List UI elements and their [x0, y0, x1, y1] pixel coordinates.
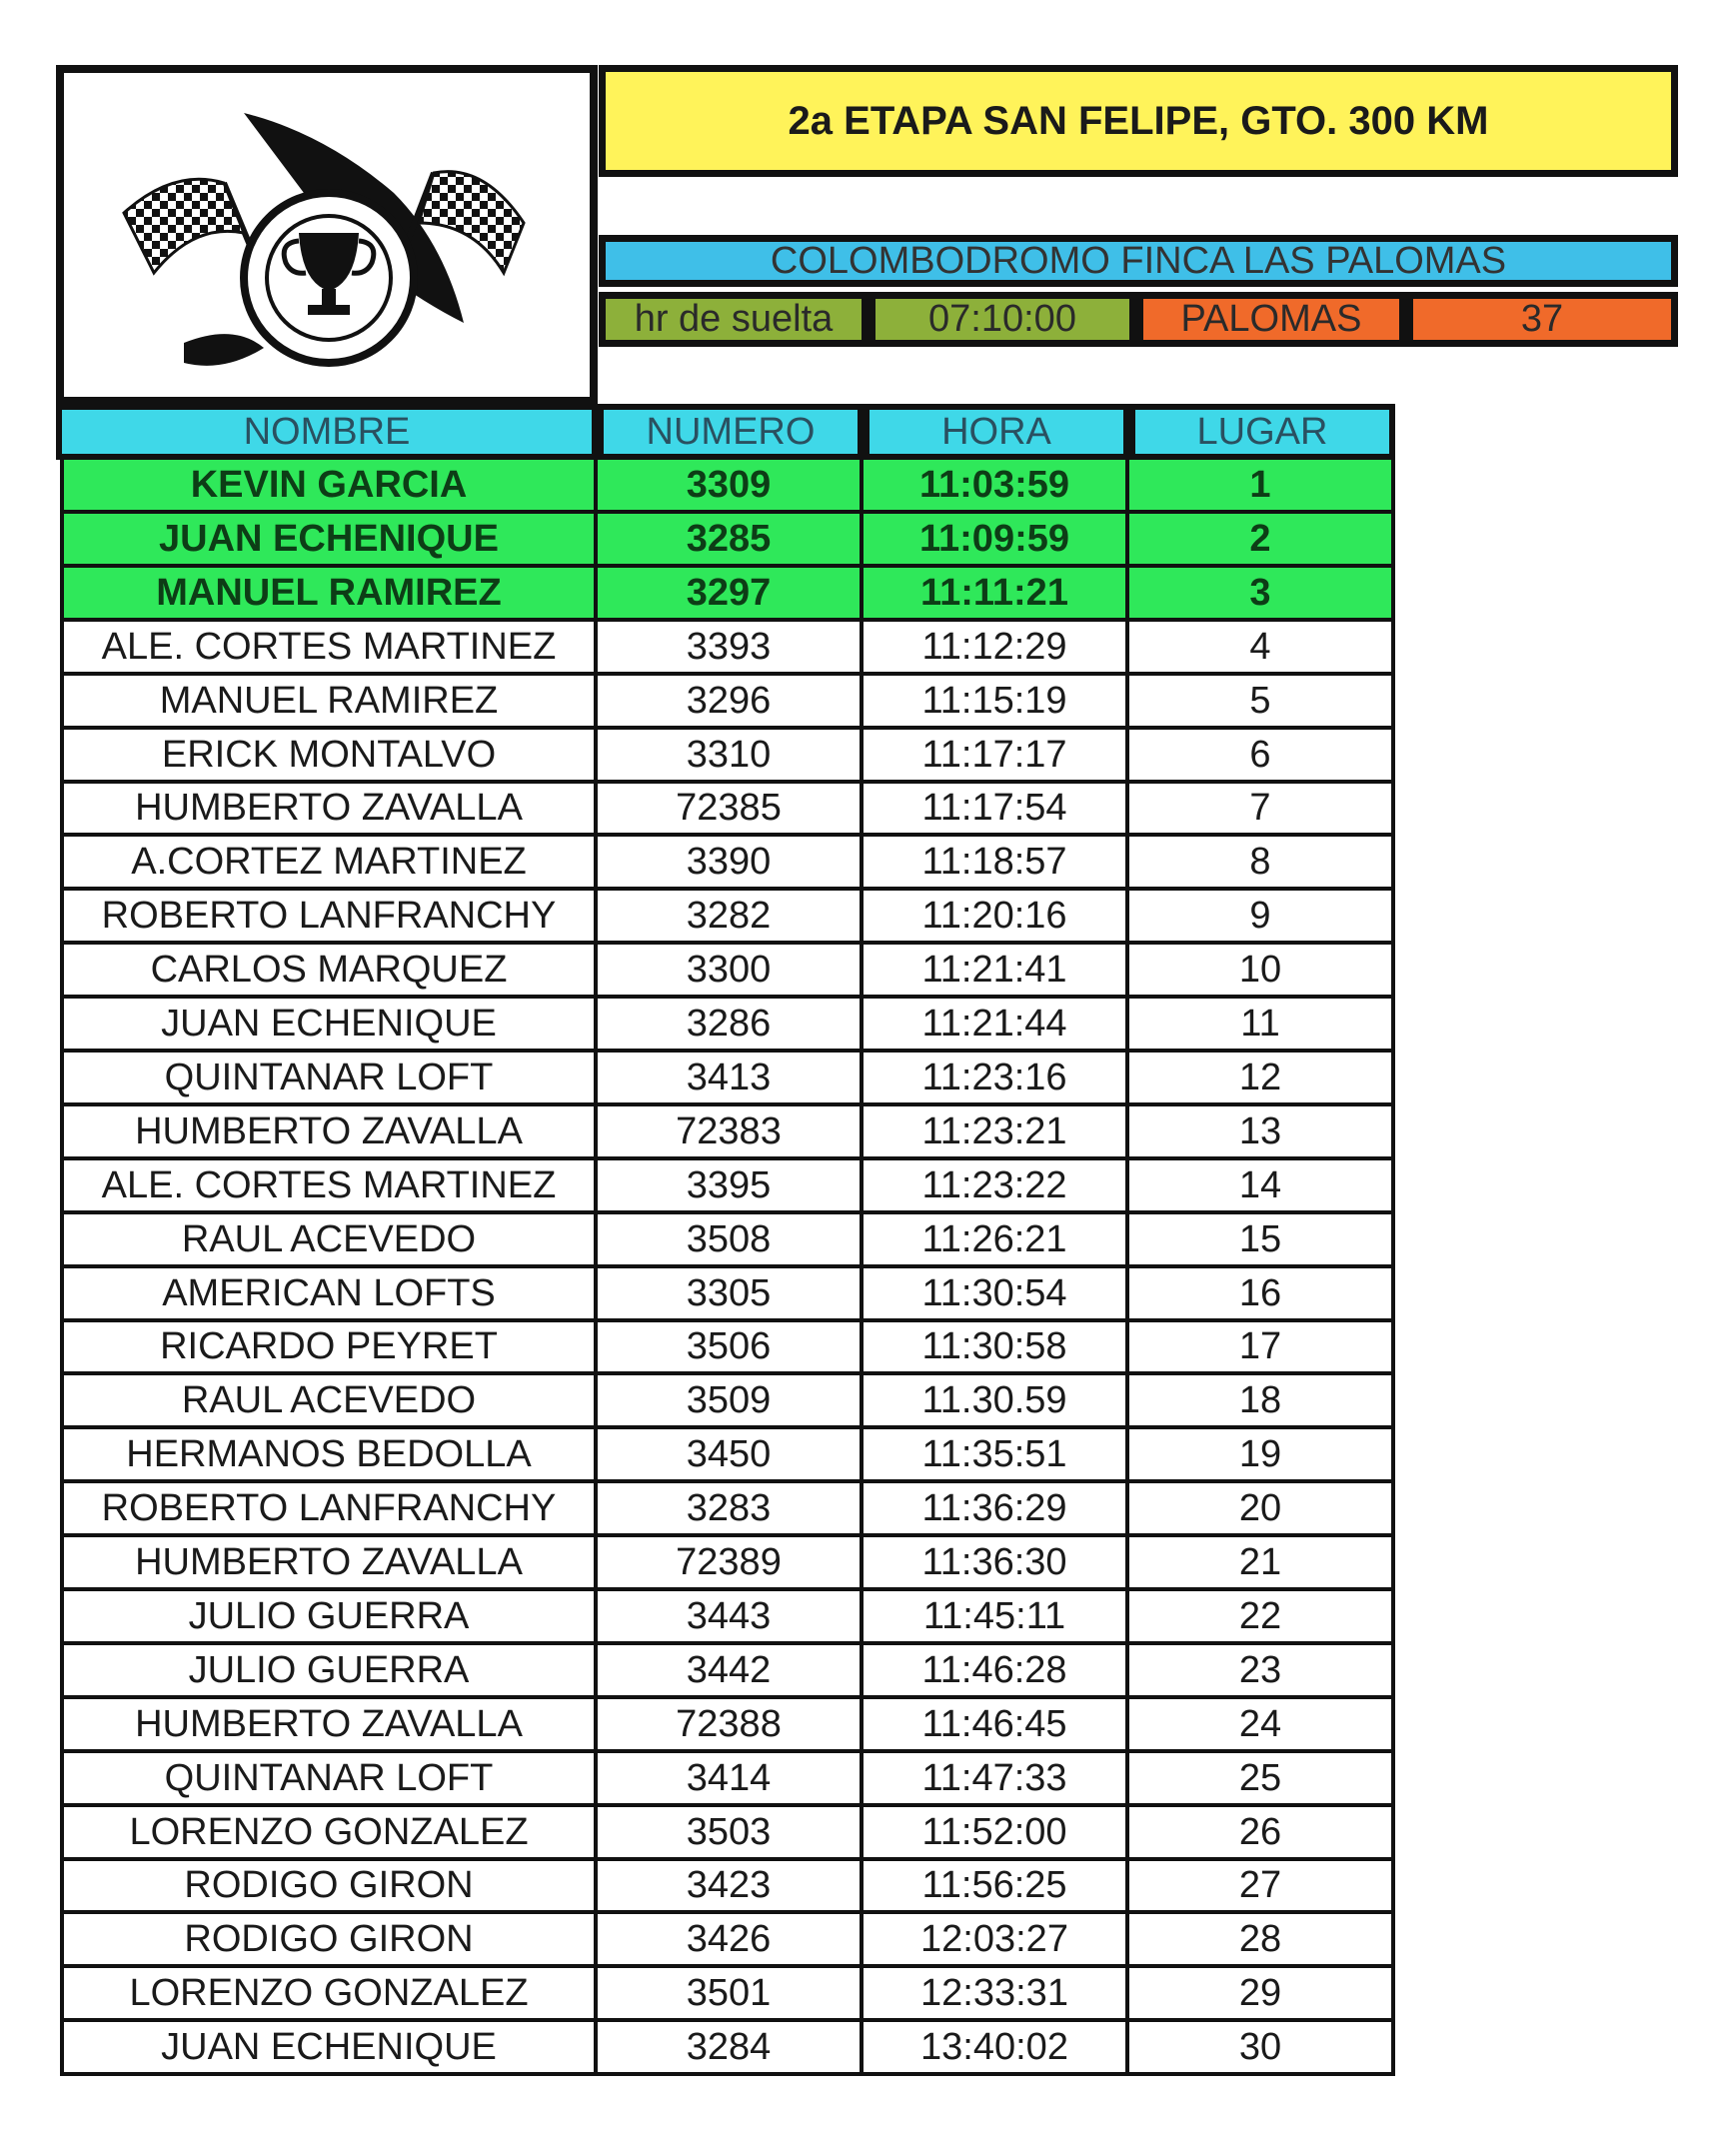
cell-nombre: HUMBERTO ZAVALLA	[60, 1106, 598, 1160]
cell-nombre: RODIGO GIRON	[60, 1914, 598, 1968]
cell-hora: 11:15:19	[864, 676, 1129, 730]
cell-hora: 11:17:54	[864, 783, 1129, 837]
cell-lugar: 9	[1129, 891, 1395, 945]
cell-hora: 11:17:17	[864, 730, 1129, 784]
venue-name: COLOMBODROMO FINCA LAS PALOMAS	[599, 235, 1678, 287]
cell-hora: 11:12:29	[864, 622, 1129, 676]
cell-nombre: ALE. CORTES MARTINEZ	[60, 1160, 598, 1214]
cell-hora: 11:23:22	[864, 1160, 1129, 1214]
cell-lugar: 1	[1129, 460, 1395, 514]
cell-nombre: JULIO GUERRA	[60, 1591, 598, 1645]
cell-hora: 12:03:27	[864, 1914, 1129, 1968]
cell-lugar: 29	[1129, 1968, 1395, 2022]
cell-lugar: 24	[1129, 1699, 1395, 1753]
cell-numero: 3508	[598, 1214, 864, 1268]
cell-nombre: HERMANOS BEDOLLA	[60, 1429, 598, 1483]
cell-numero: 3283	[598, 1483, 864, 1537]
cell-numero: 3390	[598, 837, 864, 891]
cell-lugar: 18	[1129, 1375, 1395, 1429]
cell-numero: 72385	[598, 783, 864, 837]
cell-hora: 11:47:33	[864, 1753, 1129, 1807]
cell-nombre: RICARDO PEYRET	[60, 1321, 598, 1375]
cell-lugar: 20	[1129, 1483, 1395, 1537]
cell-lugar: 7	[1129, 783, 1395, 837]
cell-hora: 11.30.59	[864, 1375, 1129, 1429]
race-title: 2a ETAPA SAN FELIPE, GTO. 300 KM	[599, 65, 1678, 177]
cell-lugar: 26	[1129, 1807, 1395, 1861]
cell-hora: 11:20:16	[864, 891, 1129, 945]
cell-numero: 3296	[598, 676, 864, 730]
cell-hora: 11:21:41	[864, 945, 1129, 999]
cell-numero: 3286	[598, 999, 864, 1053]
cell-nombre: ERICK MONTALVO	[60, 730, 598, 784]
cell-numero: 3413	[598, 1053, 864, 1106]
cell-numero: 3414	[598, 1753, 864, 1807]
cell-lugar: 23	[1129, 1645, 1395, 1699]
cell-hora: 11:11:21	[864, 568, 1129, 622]
cell-numero: 3300	[598, 945, 864, 999]
cell-lugar: 19	[1129, 1429, 1395, 1483]
cell-nombre: MANUEL RAMIREZ	[60, 568, 598, 622]
header-nombre: NOMBRE	[56, 404, 598, 460]
cell-numero: 3503	[598, 1807, 864, 1861]
cell-hora: 11:18:57	[864, 837, 1129, 891]
cell-nombre: LORENZO GONZALEZ	[60, 1807, 598, 1861]
cell-hora: 11:56:25	[864, 1860, 1129, 1914]
cell-hora: 11:09:59	[864, 514, 1129, 568]
cell-nombre: JUAN ECHENIQUE	[60, 999, 598, 1053]
cell-hora: 11:30:54	[864, 1268, 1129, 1322]
cell-nombre: HUMBERTO ZAVALLA	[60, 1537, 598, 1591]
cell-hora: 11:23:16	[864, 1053, 1129, 1106]
cell-numero: 3501	[598, 1968, 864, 2022]
cell-numero: 3310	[598, 730, 864, 784]
cell-lugar: 21	[1129, 1537, 1395, 1591]
cell-numero: 3393	[598, 622, 864, 676]
cell-nombre: MANUEL RAMIREZ	[60, 676, 598, 730]
cell-numero: 3423	[598, 1860, 864, 1914]
cell-hora: 11:03:59	[864, 460, 1129, 514]
cell-hora: 11:46:45	[864, 1699, 1129, 1753]
cell-nombre: KEVIN GARCIA	[60, 460, 598, 514]
cell-hora: 11:21:44	[864, 999, 1129, 1053]
cell-lugar: 17	[1129, 1321, 1395, 1375]
cell-hora: 11:52:00	[864, 1807, 1129, 1861]
cell-nombre: JULIO GUERRA	[60, 1645, 598, 1699]
release-time-value: 07:10:00	[868, 292, 1136, 347]
cell-lugar: 27	[1129, 1860, 1395, 1914]
cell-nombre: JUAN ECHENIQUE	[60, 2022, 598, 2076]
cell-numero: 3506	[598, 1321, 864, 1375]
cell-nombre: QUINTANAR LOFT	[60, 1053, 598, 1106]
birds-label: PALOMAS	[1136, 292, 1406, 347]
cell-nombre: ALE. CORTES MARTINEZ	[60, 622, 598, 676]
cell-nombre: LORENZO GONZALEZ	[60, 1968, 598, 2022]
cell-nombre: QUINTANAR LOFT	[60, 1753, 598, 1807]
cell-nombre: RAUL ACEVEDO	[60, 1214, 598, 1268]
cell-hora: 11:46:28	[864, 1645, 1129, 1699]
cell-lugar: 11	[1129, 999, 1395, 1053]
cell-hora: 11:30:58	[864, 1321, 1129, 1375]
cell-numero: 3309	[598, 460, 864, 514]
cell-numero: 72388	[598, 1699, 864, 1753]
cell-hora: 11:35:51	[864, 1429, 1129, 1483]
cell-lugar: 28	[1129, 1914, 1395, 1968]
cell-numero: 3284	[598, 2022, 864, 2076]
cell-numero: 3305	[598, 1268, 864, 1322]
cell-numero: 3443	[598, 1591, 864, 1645]
cell-lugar: 2	[1129, 514, 1395, 568]
cell-lugar: 15	[1129, 1214, 1395, 1268]
cell-lugar: 12	[1129, 1053, 1395, 1106]
cell-hora: 12:33:31	[864, 1968, 1129, 2022]
cell-nombre: ROBERTO LANFRANCHY	[60, 1483, 598, 1537]
cell-numero: 72383	[598, 1106, 864, 1160]
cell-lugar: 25	[1129, 1753, 1395, 1807]
cell-nombre: ROBERTO LANFRANCHY	[60, 891, 598, 945]
cell-nombre: RAUL ACEVEDO	[60, 1375, 598, 1429]
cell-numero: 3509	[598, 1375, 864, 1429]
cell-lugar: 8	[1129, 837, 1395, 891]
cell-lugar: 13	[1129, 1106, 1395, 1160]
cell-lugar: 10	[1129, 945, 1395, 999]
cell-nombre: AMERICAN LOFTS	[60, 1268, 598, 1322]
header-lugar: LUGAR	[1129, 404, 1395, 460]
cell-nombre: HUMBERTO ZAVALLA	[60, 783, 598, 837]
cell-lugar: 14	[1129, 1160, 1395, 1214]
cell-nombre: A.CORTEZ MARTINEZ	[60, 837, 598, 891]
cell-numero: 3285	[598, 514, 864, 568]
cell-lugar: 16	[1129, 1268, 1395, 1322]
release-time-label: hr de suelta	[599, 292, 868, 347]
birds-count: 37	[1406, 292, 1678, 347]
cell-numero: 3450	[598, 1429, 864, 1483]
cell-lugar: 3	[1129, 568, 1395, 622]
cell-nombre: RODIGO GIRON	[60, 1860, 598, 1914]
cell-hora: 13:40:02	[864, 2022, 1129, 2076]
cell-numero: 3395	[598, 1160, 864, 1214]
cell-numero: 3282	[598, 891, 864, 945]
trophy-checkered-flags-logo-icon	[64, 73, 590, 397]
cell-nombre: CARLOS MARQUEZ	[60, 945, 598, 999]
cell-hora: 11:26:21	[864, 1214, 1129, 1268]
cell-numero: 3426	[598, 1914, 864, 1968]
club-logo	[56, 65, 598, 405]
cell-lugar: 5	[1129, 676, 1395, 730]
cell-hora: 11:45:11	[864, 1591, 1129, 1645]
cell-lugar: 22	[1129, 1591, 1395, 1645]
cell-numero: 3442	[598, 1645, 864, 1699]
cell-hora: 11:23:21	[864, 1106, 1129, 1160]
cell-numero: 3297	[598, 568, 864, 622]
cell-hora: 11:36:30	[864, 1537, 1129, 1591]
cell-lugar: 4	[1129, 622, 1395, 676]
cell-lugar: 6	[1129, 730, 1395, 784]
header-hora: HORA	[864, 404, 1129, 460]
cell-hora: 11:36:29	[864, 1483, 1129, 1537]
header-numero: NUMERO	[598, 404, 864, 460]
cell-numero: 72389	[598, 1537, 864, 1591]
cell-lugar: 30	[1129, 2022, 1395, 2076]
cell-nombre: HUMBERTO ZAVALLA	[60, 1699, 598, 1753]
cell-nombre: JUAN ECHENIQUE	[60, 514, 598, 568]
